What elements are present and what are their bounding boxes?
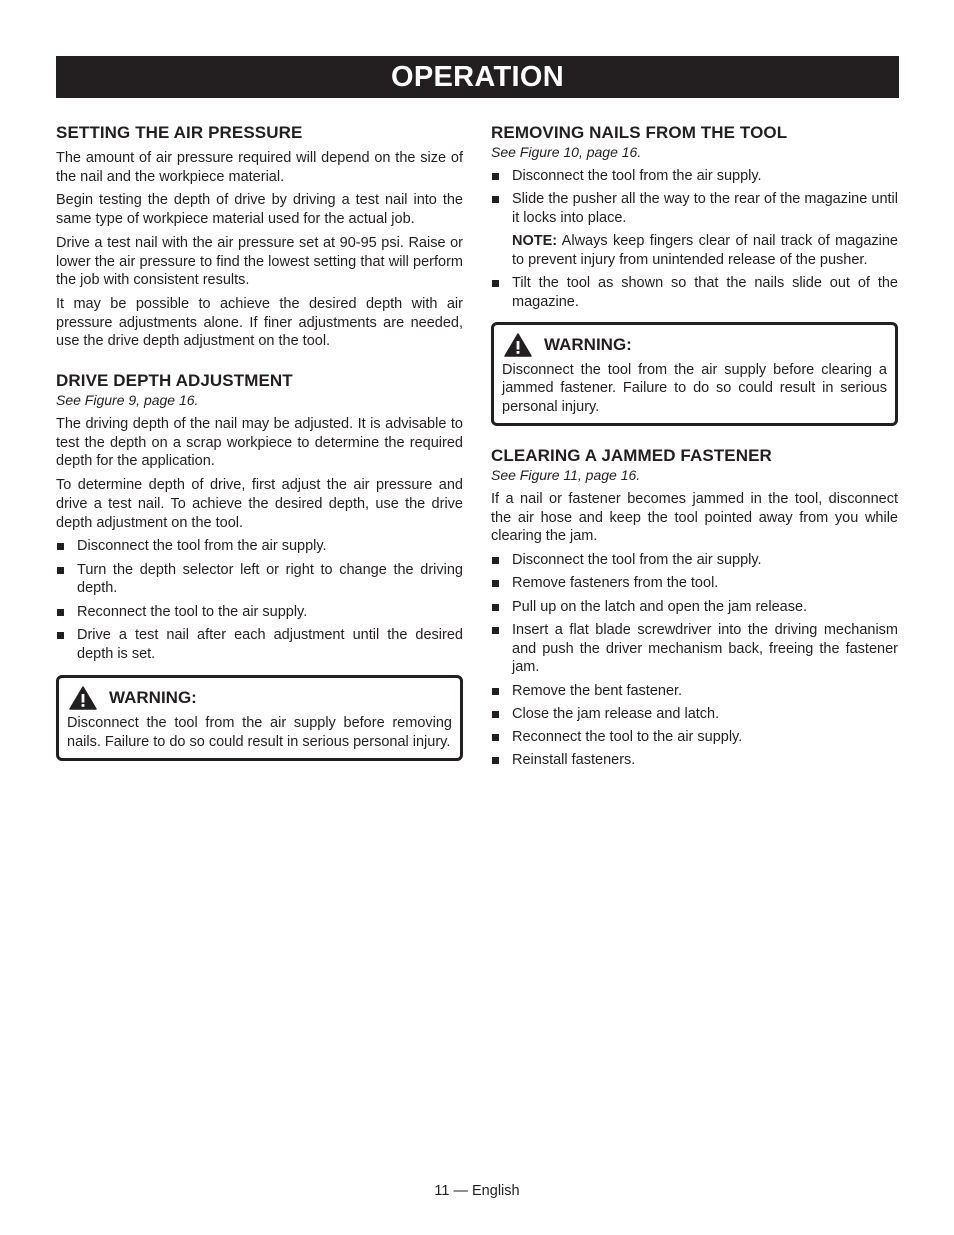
paragraph: Drive a test nail with the air pressure set at 90-95 psi. Raise or lower the air pressure to find the lowest setting that will perform the job with consistent results. <box>56 234 463 289</box>
square-bullet-icon <box>57 543 64 550</box>
warning-box <box>56 675 463 760</box>
square-bullet-icon <box>492 173 499 180</box>
list-item: Reconnect the tool to the air supply. <box>491 728 898 747</box>
square-bullet-icon <box>492 557 499 564</box>
list-item: Disconnect the tool from the air supply. <box>491 167 898 186</box>
paragraph: To determine depth of drive, first adjust the air pressure and drive a test nail. To achieve the desired depth, use the drive depth adjustment on the tool. <box>56 477 463 531</box>
page-title: OPERATION <box>56 56 899 98</box>
list-item: Reconnect the tool to the air supply. <box>56 603 463 622</box>
warning-label: WARNING: <box>109 688 197 708</box>
square-bullet-icon <box>492 580 499 587</box>
note-label: NOTE: <box>512 233 558 250</box>
square-bullet-icon <box>492 688 499 695</box>
warning-triangle-icon <box>69 686 97 710</box>
paragraph: The amount of air pressure required will depend on the size of the nail and the workpiece material. <box>56 150 463 185</box>
section-heading-drive-depth: DRIVE DEPTH ADJUSTMENT <box>56 371 293 391</box>
square-bullet-icon <box>57 632 64 639</box>
paragraph: Begin testing the depth of drive by driving a test nail into the same type of workpiece material used for the actual job. <box>56 192 463 228</box>
square-bullet-icon <box>57 567 64 574</box>
page-footer: 11 — English <box>434 1183 520 1199</box>
left-column <box>56 123 463 761</box>
list-item: Remove the bent fastener. <box>491 682 898 701</box>
right-column <box>491 123 898 775</box>
paragraph: It may be possible to achieve the desired depth with air pressure adjustments alone. If finer adjustments are needed, use the drive depth adjustment on the tool. <box>56 295 463 350</box>
section-heading-air-pressure: SETTING THE AIR PRESSURE <box>56 123 303 142</box>
list-item: Reinstall fasteners. <box>491 751 898 770</box>
note <box>491 232 898 269</box>
paragraph: If a nail or fastener becomes jammed in the tool, disconnect the air hose and keep the tool pointed away from you while clearing the jam. <box>491 490 898 545</box>
square-bullet-icon <box>492 711 499 718</box>
figure-reference: See Figure 9, page 16. <box>56 392 199 409</box>
warning-label: WARNING: <box>544 334 632 354</box>
section-heading-removing-nails: REMOVING NAILS FROM THE TOOL <box>491 123 788 142</box>
list-item: Slide the pusher all the way to the rear of the magazine until it locks into place. <box>491 190 898 227</box>
list-item: Insert a flat blade screwdriver into the driving mechanism and push the driver mechanism back, freeing the fastener jam. <box>491 621 898 677</box>
list-item: Drive a test nail after each adjustment until the desired depth is set. <box>56 626 463 663</box>
square-bullet-icon <box>492 734 499 741</box>
figure-reference: See Figure 10, page 16. <box>491 144 642 160</box>
square-bullet-icon <box>492 604 499 611</box>
bullet-list <box>491 551 898 770</box>
square-bullet-icon <box>492 627 499 634</box>
list-item: Turn the depth selector left or right to change the driving depth. <box>56 561 463 598</box>
warning-header <box>67 686 452 710</box>
note-text: Always keep fingers clear of nail track of magazine to prevent injury from unintended release of the pusher. <box>512 233 898 268</box>
square-bullet-icon <box>492 196 499 203</box>
warning-box <box>491 322 898 426</box>
warning-header <box>502 333 887 357</box>
list-item: Pull up on the latch and open the jam release. <box>491 598 898 617</box>
list-item: Disconnect the tool from the air supply. <box>56 537 463 556</box>
list-item: Close the jam release and latch. <box>491 705 898 724</box>
bullet-list <box>56 537 463 663</box>
paragraph: The driving depth of the nail may be adjusted. It is advisable to test the depth on a scrap workpiece to determine the required depth for the application. <box>56 416 463 470</box>
square-bullet-icon <box>492 280 499 287</box>
bullet-list <box>491 167 898 228</box>
figure-reference: See Figure 11, page 16. <box>491 466 641 483</box>
square-bullet-icon <box>492 757 499 764</box>
list-item: Disconnect the tool from the air supply. <box>491 551 898 570</box>
section-heading-jammed-fastener: CLEARING A JAMMED FASTENER <box>491 445 772 465</box>
warning-text: Disconnect the tool from the air supply before clearing a jammed fastener. Failure to do so could result in serious personal injury. <box>502 361 887 416</box>
list-item: Tilt the tool as shown so that the nails slide out of the magazine. <box>491 274 898 311</box>
list-item: Remove fasteners from the tool. <box>491 574 898 593</box>
warning-triangle-icon <box>504 333 532 357</box>
warning-text: Disconnect the tool from the air supply before removing nails. Failure to do so could result in serious personal injury. <box>67 715 452 750</box>
square-bullet-icon <box>57 609 64 616</box>
bullet-list <box>491 274 898 311</box>
